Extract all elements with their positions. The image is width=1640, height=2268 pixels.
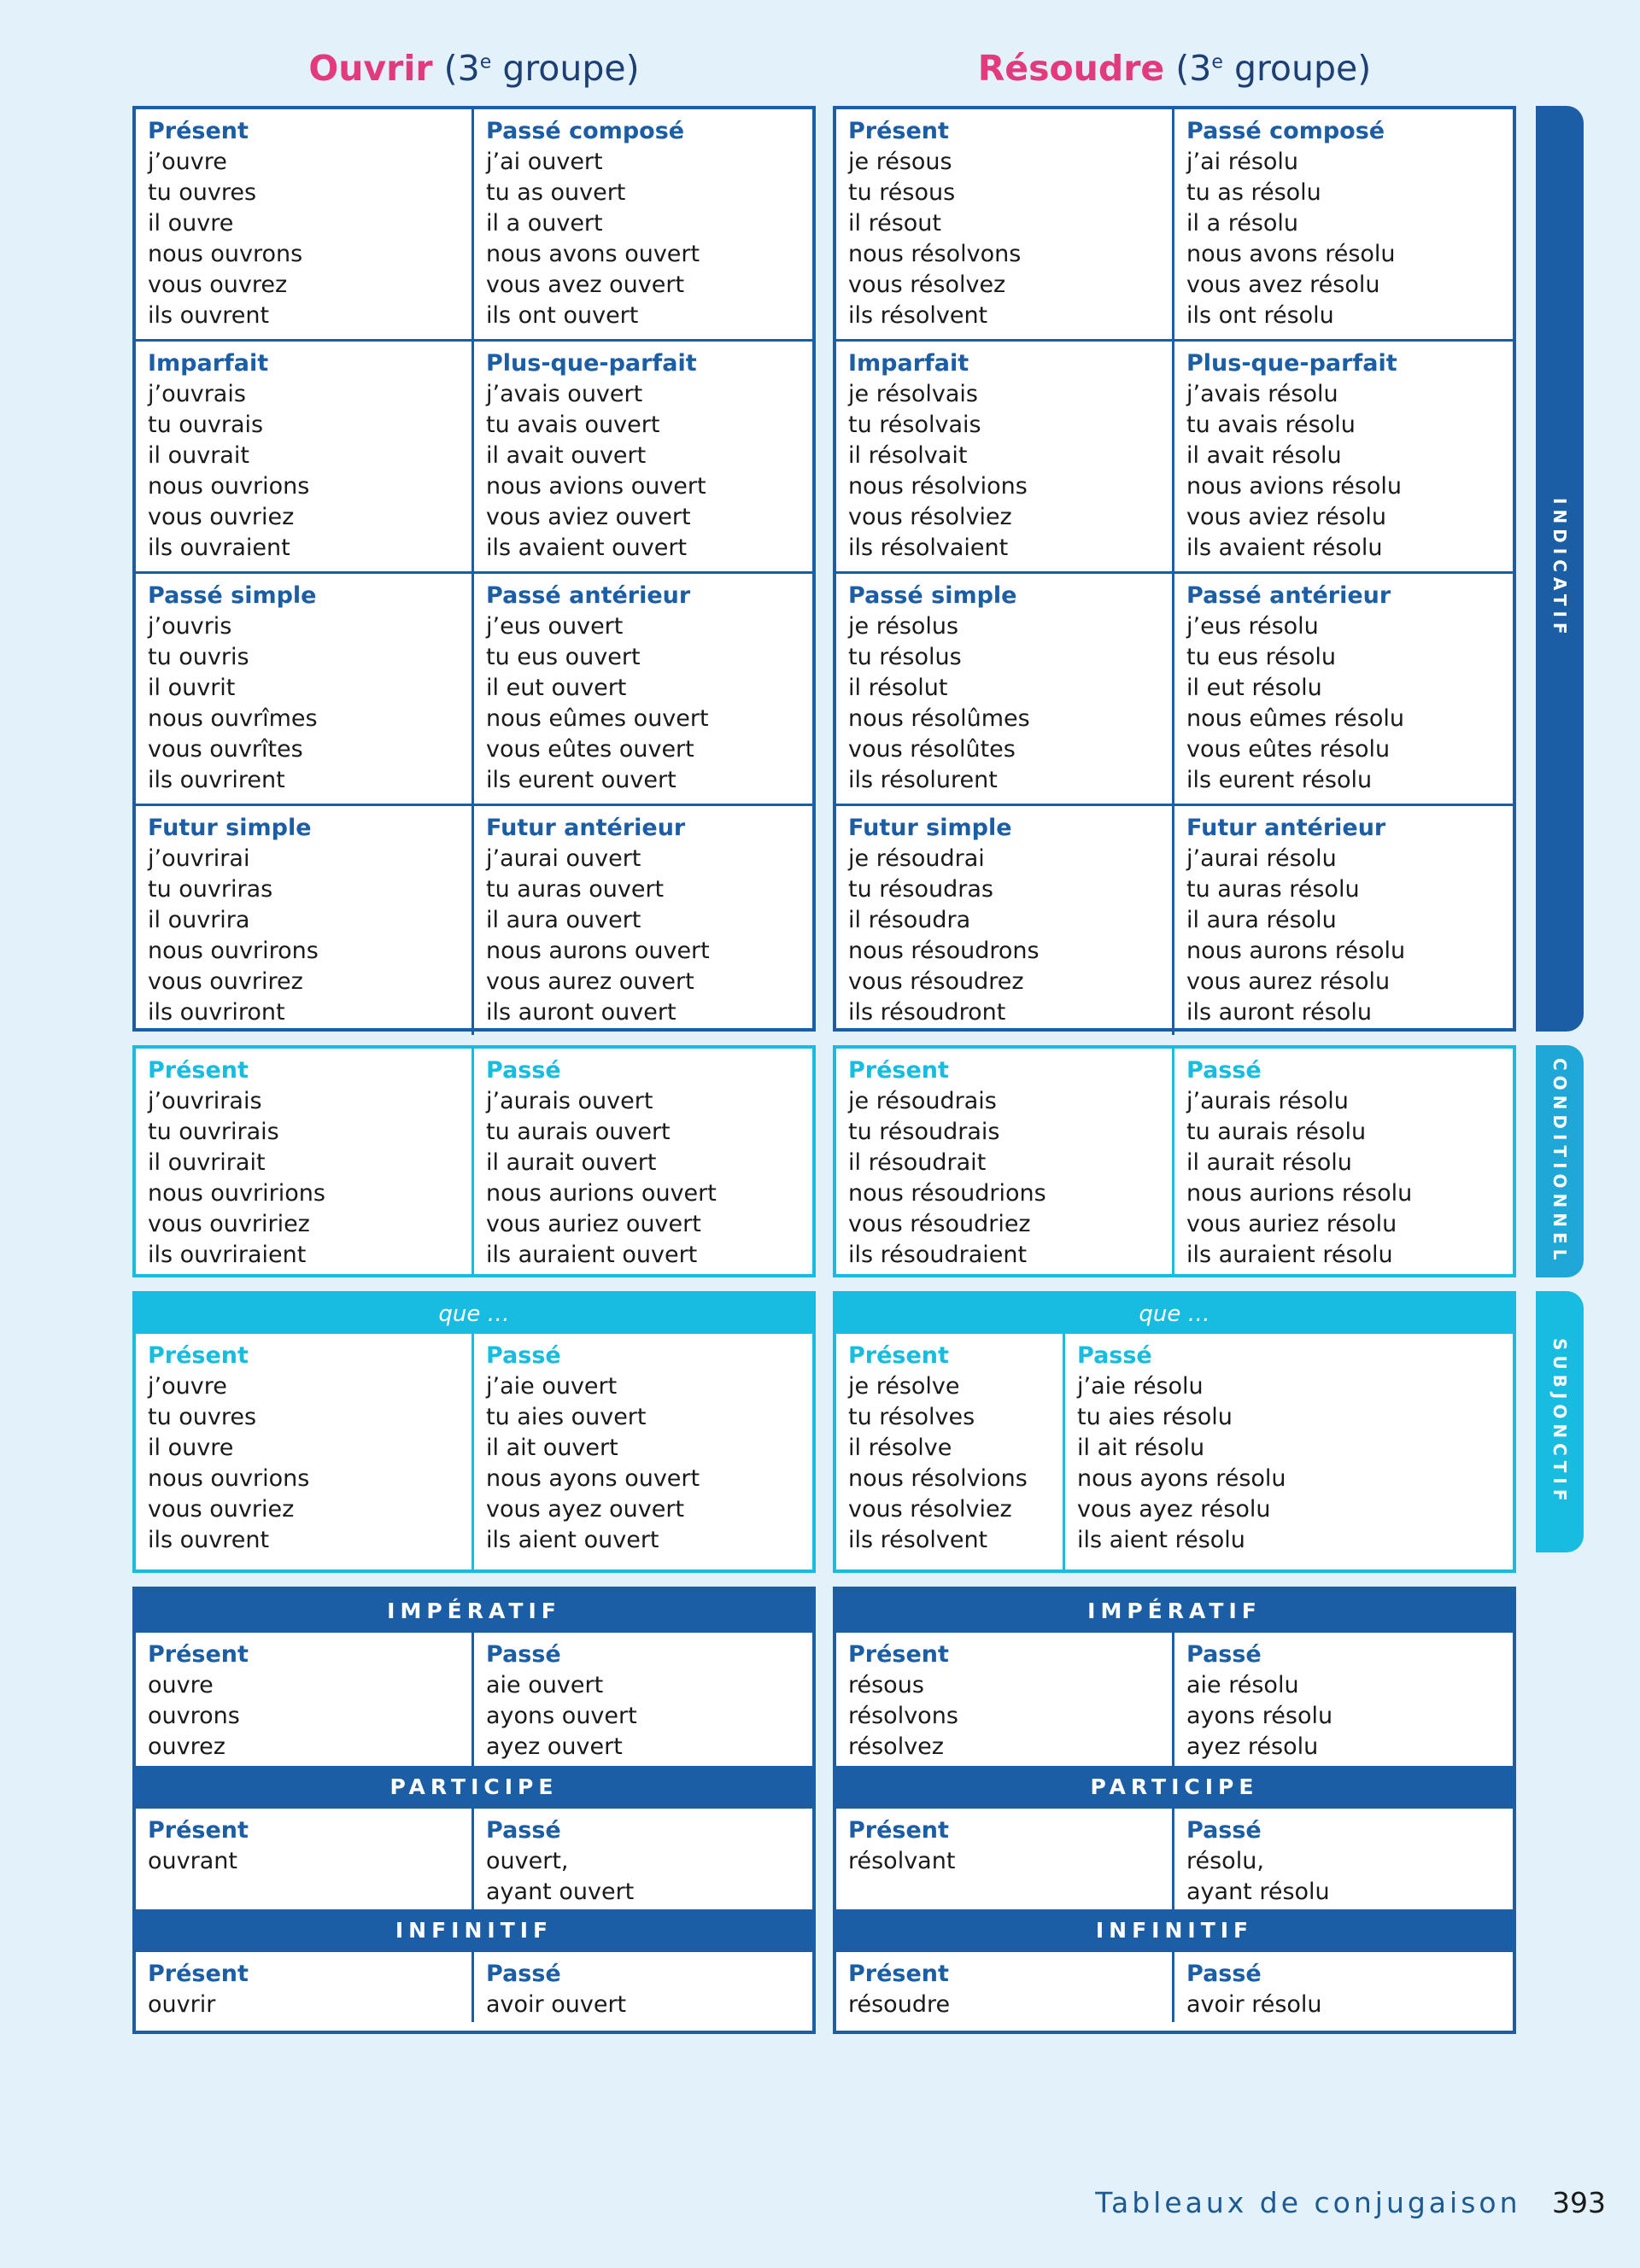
tense-cell <box>136 1334 474 1569</box>
conjugation-line: nous ouvrons <box>148 241 303 267</box>
tense-row <box>136 1049 812 1274</box>
conjugation-line: nous ouvrions <box>148 473 310 500</box>
conjugation-line: nous eûmes résolu <box>1186 705 1404 732</box>
conjugation-line: j’ouvre <box>148 1373 227 1400</box>
tab-indicatif: INDICATIF <box>1536 106 1584 1032</box>
conjugation-line: ils auraient résolu <box>1186 1242 1393 1268</box>
tense-row <box>836 109 1513 342</box>
conjugation-line: il avait résolu <box>1186 442 1342 469</box>
conjugation-line: j’aurais ouvert <box>486 1088 653 1114</box>
conjugation-line: ouvert, <box>486 1848 569 1874</box>
conjugation-line: ils résolvent <box>848 302 988 329</box>
conjugation-line: résolvant <box>848 1848 956 1874</box>
conjugation-line: nous ouvrîmes <box>148 705 318 732</box>
tense-cell <box>836 342 1174 571</box>
tense-row <box>836 1049 1513 1274</box>
conjugation-line: je résous <box>848 149 952 175</box>
tense-row <box>836 1334 1513 1569</box>
conjugation-line: ils aient résolu <box>1077 1527 1245 1553</box>
tense-cell <box>1174 1809 1513 1909</box>
tense-cell <box>136 1952 474 2022</box>
tense-cell <box>474 806 812 1035</box>
tense-cell <box>474 342 812 571</box>
tense-row <box>136 342 812 574</box>
conjugation-line: vous aviez ouvert <box>486 504 691 530</box>
conjugation-line: ils ont ouvert <box>486 302 639 329</box>
conjugation-line: ils avaient résolu <box>1186 535 1383 561</box>
conjugation-line: j’aurai ouvert <box>486 845 641 872</box>
conjugation-line: ils résoudraient <box>848 1242 1028 1268</box>
conjugation-line: tu résous <box>848 179 956 206</box>
conjugation-line: vous aviez résolu <box>1186 504 1386 530</box>
conjugation-line: tu aies ouvert <box>486 1404 647 1430</box>
conjugation-line: ils ouvraient <box>148 535 290 561</box>
tense-label: Passé <box>1186 1817 1262 1844</box>
tense-cell <box>1174 342 1513 571</box>
subjonctif-table <box>132 1291 816 1573</box>
conjugation-line: je résoudrai <box>848 845 985 872</box>
tense-label: Présent <box>148 1057 249 1084</box>
tense-label: Présent <box>848 1961 949 1987</box>
conjugation-line: il résoudra <box>848 907 971 933</box>
conjugation-line: ayant résolu <box>1186 1879 1330 1905</box>
conjugation-line: ouvrant <box>148 1848 237 1874</box>
tense-cell <box>136 574 474 804</box>
conjugation-line: il résolve <box>848 1435 952 1461</box>
conjugation-line: tu ouvres <box>148 1404 257 1430</box>
tense-label: Présent <box>848 1342 949 1369</box>
conjugation-line: je résoudrais <box>848 1088 997 1114</box>
conjugation-line: tu avais ouvert <box>486 412 660 438</box>
conjugation-line: nous résolvions <box>848 473 1028 500</box>
conjugation-line: ils auront ouvert <box>486 999 676 1026</box>
conjugation-line: ils ouvrent <box>148 302 270 329</box>
conjugation-line: ils auraient ouvert <box>486 1242 698 1268</box>
conjugation-line: tu ouvriras <box>148 876 273 903</box>
conjugation-line: vous résolvez <box>848 272 1006 298</box>
tense-label: Passé simple <box>848 582 1017 609</box>
imperatif-header: IMPÉRATIF <box>136 1590 812 1633</box>
verb-title-right <box>833 48 1516 99</box>
conjugation-line: j’aurais résolu <box>1186 1088 1349 1114</box>
conjugation-line: ayez ouvert <box>486 1733 623 1760</box>
conjugation-line: il résoudrait <box>848 1149 987 1176</box>
conjugation-line: résous <box>848 1672 924 1698</box>
conjugation-line: résoudre <box>848 1991 951 2018</box>
tense-cell <box>474 1952 812 2022</box>
conjugation-line: tu ouvres <box>148 179 257 206</box>
tense-cell <box>836 574 1174 804</box>
conjugation-line: ouvrons <box>148 1703 240 1729</box>
tense-label: Passé antérieur <box>486 582 691 609</box>
conjugation-line: j’aurai résolu <box>1186 845 1337 872</box>
conjugation-line: j’eus ouvert <box>486 613 624 640</box>
conjugation-line: nous eûmes ouvert <box>486 705 709 732</box>
page-number: 393 <box>1552 2186 1606 2219</box>
conjugation-line: nous résolvons <box>848 241 1022 267</box>
verb-group: (3e groupe) <box>443 48 640 89</box>
conjugation-line: ils résolvent <box>848 1527 988 1553</box>
conjugation-line: nous avons ouvert <box>486 241 700 267</box>
conjugation-line: ils avaient ouvert <box>486 535 688 561</box>
conjugation-line: ils ouvrirent <box>148 767 285 793</box>
tense-row <box>136 1334 812 1569</box>
conjugation-column-right <box>833 106 1516 2034</box>
conjugation-line: j’ouvrirai <box>148 845 250 872</box>
tense-label: Passé simple <box>148 582 317 609</box>
conjugation-line: je résolvais <box>848 381 978 407</box>
tense-label: Plus-que-parfait <box>1186 350 1397 377</box>
conjugation-line: nous avons résolu <box>1186 241 1396 267</box>
conjugation-line: ils aient ouvert <box>486 1527 659 1553</box>
conjugation-line: ouvrir <box>148 1991 216 2018</box>
tense-label: Passé antérieur <box>1186 582 1391 609</box>
conjugation-line: il ouvrait <box>148 442 249 469</box>
tense-label: Présent <box>148 1961 249 1987</box>
tense-cell <box>1174 1633 1513 1766</box>
tense-row <box>136 806 812 1035</box>
tense-cell <box>836 806 1174 1035</box>
conjugation-line: il ouvrit <box>148 675 236 701</box>
conjugation-line: ayant ouvert <box>486 1879 635 1905</box>
tense-cell <box>474 574 812 804</box>
tense-cell <box>836 1334 1065 1569</box>
subjonctif-header: que … <box>836 1295 1513 1334</box>
conjugation-line: vous avez ouvert <box>486 272 685 298</box>
tense-label: Passé composé <box>486 118 685 144</box>
tense-label: Présent <box>148 1641 249 1668</box>
tab-conditionnel: CONDITIONNEL <box>1536 1045 1584 1277</box>
tense-row <box>136 1809 812 1909</box>
conjugation-column-left <box>132 106 816 2034</box>
tense-row <box>836 1633 1513 1766</box>
tense-label: Passé <box>1186 1961 1262 1987</box>
tense-label: Plus-que-parfait <box>486 350 697 377</box>
tense-cell <box>136 806 474 1035</box>
conjugation-line: nous avions résolu <box>1186 473 1403 500</box>
tab-subjonctif: SUBJONCTIF <box>1536 1291 1584 1552</box>
conjugation-line: aie ouvert <box>486 1672 604 1698</box>
conjugation-line: tu aies résolu <box>1077 1404 1233 1430</box>
conjugation-line: tu résoudras <box>848 876 993 903</box>
conjugation-line: il aurait résolu <box>1186 1149 1352 1176</box>
tense-cell <box>1174 109 1513 339</box>
tense-cell <box>136 342 474 571</box>
conjugation-line: tu eus résolu <box>1186 644 1336 670</box>
conjugation-line: tu auras résolu <box>1186 876 1360 903</box>
infinitif-header: INFINITIF <box>136 1909 812 1952</box>
conjugation-line: ils résolurent <box>848 767 998 793</box>
tense-cell <box>836 1809 1174 1909</box>
conjugation-line: il a résolu <box>1186 210 1299 237</box>
conjugation-line: j’ouvris <box>148 613 232 640</box>
conjugation-line: nous résolûmes <box>848 705 1030 732</box>
conjugation-line: vous résolûtes <box>848 736 1016 763</box>
conjugation-line: il ouvre <box>148 1435 234 1461</box>
tense-row <box>836 1809 1513 1909</box>
conjugation-line: ils résoudront <box>848 999 1006 1026</box>
tense-cell <box>1174 1049 1513 1274</box>
conjugation-line: tu résolves <box>848 1404 975 1430</box>
conjugation-line: tu résolus <box>848 644 962 670</box>
tense-row <box>136 109 812 342</box>
tense-cell <box>474 1049 812 1274</box>
tense-label: Présent <box>848 1817 949 1844</box>
conjugation-line: il avait ouvert <box>486 442 647 469</box>
tense-row <box>136 574 812 806</box>
conjugation-line: nous ouvrirons <box>148 938 319 964</box>
tense-label: Présent <box>148 1342 249 1369</box>
conditionnel-table <box>833 1045 1516 1277</box>
conjugation-line: il ait résolu <box>1077 1435 1205 1461</box>
conjugation-line: nous ouvrions <box>148 1465 310 1492</box>
conjugation-line: vous ouvririez <box>148 1211 310 1237</box>
conjugation-line: avoir résolu <box>1186 1991 1322 2018</box>
conjugation-line: il ait ouvert <box>486 1435 618 1461</box>
tense-label: Futur antérieur <box>1186 815 1386 841</box>
tense-cell <box>836 109 1174 339</box>
tense-cell <box>136 1049 474 1274</box>
conjugation-line: j’ouvrirais <box>148 1088 262 1114</box>
conjugation-line: ouvre <box>148 1672 214 1698</box>
tense-label: Présent <box>848 118 949 144</box>
conjugation-line: ils ouvrent <box>148 1527 270 1553</box>
tense-label: Présent <box>848 1057 949 1084</box>
conjugation-line: ils eurent ouvert <box>486 767 676 793</box>
conjugation-line: ils ouvriront <box>148 999 285 1026</box>
subjonctif-header: que … <box>136 1295 812 1334</box>
tense-label: Futur simple <box>148 815 312 841</box>
conjugation-line: vous résoudrez <box>848 968 1024 995</box>
conjugation-line: ils résolvaient <box>848 535 1009 561</box>
conjugation-line: j’ouvre <box>148 149 227 175</box>
tense-label: Présent <box>148 1817 249 1844</box>
conjugation-line: vous ayez résolu <box>1077 1496 1271 1523</box>
conjugation-line: il aurait ouvert <box>486 1149 657 1176</box>
conjugation-line: tu ouvrais <box>148 412 264 438</box>
tense-cell <box>1174 1952 1513 2022</box>
tense-label: Passé <box>1077 1342 1152 1369</box>
conjugation-line: tu avais résolu <box>1186 412 1356 438</box>
tense-label: Passé <box>486 1057 561 1084</box>
tense-label: Futur antérieur <box>486 815 686 841</box>
tense-label: Passé <box>486 1817 561 1844</box>
conjugation-line: il ouvre <box>148 210 234 237</box>
conjugation-line: je résolve <box>848 1373 960 1400</box>
tense-label: Présent <box>148 118 249 144</box>
conjugation-line: j’aie résolu <box>1077 1373 1204 1400</box>
conjugation-line: vous ouvriez <box>148 504 295 530</box>
conjugation-line: tu auras ouvert <box>486 876 665 903</box>
conjugation-line: il ouvrirait <box>148 1149 266 1176</box>
tense-cell <box>136 1633 474 1766</box>
conjugation-line: ils ouvriraient <box>148 1242 307 1268</box>
conjugation-line: vous avez résolu <box>1186 272 1380 298</box>
conjugation-line: ils eurent résolu <box>1186 767 1373 793</box>
conjugation-line: vous résolviez <box>848 504 1012 530</box>
tense-cell <box>474 1809 812 1909</box>
conjugation-line: tu as résolu <box>1186 179 1321 206</box>
conjugation-line: aie résolu <box>1186 1672 1299 1698</box>
conjugation-line: vous ouvrez <box>148 272 288 298</box>
conjugation-line: vous auriez ouvert <box>486 1211 701 1237</box>
conjugation-line: vous résoudriez <box>848 1211 1031 1237</box>
tense-cell <box>136 1809 474 1909</box>
tense-cell <box>1174 806 1513 1035</box>
conjugation-line: ils ont résolu <box>1186 302 1334 329</box>
conditionnel-table <box>132 1045 816 1277</box>
verb-name: Résoudre <box>977 48 1165 89</box>
conjugation-line: tu as ouvert <box>486 179 626 206</box>
conjugation-line: il eut ouvert <box>486 675 627 701</box>
tense-label: Futur simple <box>848 815 1012 841</box>
participe-header: PARTICIPE <box>136 1766 812 1809</box>
conjugation-line: tu résolvais <box>848 412 981 438</box>
tense-label: Passé <box>486 1342 561 1369</box>
conjugation-line: nous aurons résolu <box>1186 938 1406 964</box>
conjugation-line: ouvrez <box>148 1733 226 1760</box>
tense-label: Imparfait <box>148 350 269 377</box>
conjugation-line: tu aurais résolu <box>1186 1119 1367 1145</box>
conjugation-line: vous ouvriez <box>148 1496 295 1523</box>
tense-cell <box>836 1049 1174 1274</box>
conjugation-line: nous résolvions <box>848 1465 1028 1492</box>
participe-header: PARTICIPE <box>836 1766 1513 1809</box>
conjugation-line: j’aie ouvert <box>486 1373 618 1400</box>
tense-row <box>836 342 1513 574</box>
imperatif-header: IMPÉRATIF <box>836 1590 1513 1633</box>
conjugation-line: j’ai ouvert <box>486 149 603 175</box>
conjugation-line: tu eus ouvert <box>486 644 641 670</box>
other-moods-table <box>132 1587 816 2034</box>
indicatif-table <box>132 106 816 1032</box>
tense-row <box>836 806 1513 1035</box>
conjugation-line: il résolvait <box>848 442 968 469</box>
conjugation-line: nous ayons résolu <box>1077 1465 1286 1492</box>
conjugation-line: vous ouvrirez <box>148 968 303 995</box>
conjugation-line: nous ayons ouvert <box>486 1465 700 1492</box>
conjugation-line: vous ouvrîtes <box>148 736 303 763</box>
tense-label: Passé <box>1186 1641 1262 1668</box>
verb-title-left <box>132 48 816 99</box>
page-footer <box>1025 2186 1606 2219</box>
tense-cell <box>474 109 812 339</box>
conjugation-line: nous résoudrions <box>848 1180 1046 1207</box>
conjugation-line: vous auriez résolu <box>1186 1211 1397 1237</box>
tense-row <box>136 1633 812 1766</box>
verb-name: Ouvrir <box>308 48 433 89</box>
tense-cell <box>474 1334 812 1569</box>
conjugation-line: tu ouvrirais <box>148 1119 279 1145</box>
conjugation-line: nous aurions résolu <box>1186 1180 1413 1207</box>
conjugation-line: avoir ouvert <box>486 1991 627 2018</box>
conjugation-line: ayez résolu <box>1186 1733 1319 1760</box>
conjugation-line: tu ouvris <box>148 644 249 670</box>
tense-cell <box>836 1952 1174 2022</box>
conjugation-line: j’avais ouvert <box>486 381 643 407</box>
infinitif-header: INFINITIF <box>836 1909 1513 1952</box>
verb-group: (3e groupe) <box>1175 48 1372 89</box>
conjugation-line: nous aurons ouvert <box>486 938 710 964</box>
conjugation-line: nous avions ouvert <box>486 473 706 500</box>
conjugation-line: il ouvrira <box>148 907 250 933</box>
footer-title: Tableaux de conjugaison <box>1095 2186 1521 2219</box>
tense-label: Imparfait <box>848 350 969 377</box>
conjugation-line: ayons résolu <box>1186 1703 1333 1729</box>
tense-cell <box>1065 1334 1513 1569</box>
conjugation-line: j’avais résolu <box>1186 381 1338 407</box>
conjugation-line: nous résoudrons <box>848 938 1040 964</box>
conjugation-line: résolu, <box>1186 1848 1264 1874</box>
conjugation-line: vous ayez ouvert <box>486 1496 685 1523</box>
conjugation-line: tu résoudrais <box>848 1119 1000 1145</box>
tense-cell <box>474 1633 812 1766</box>
other-moods-table <box>833 1587 1516 2034</box>
conjugation-line: j’ai résolu <box>1186 149 1299 175</box>
subjonctif-table <box>833 1291 1516 1573</box>
conjugation-line: j’eus résolu <box>1186 613 1319 640</box>
tense-label: Passé composé <box>1186 118 1385 144</box>
conjugation-line: résolvons <box>848 1703 958 1729</box>
conjugation-line: il résout <box>848 210 941 237</box>
tense-label: Passé <box>486 1961 561 1987</box>
tense-label: Présent <box>848 1641 949 1668</box>
conjugation-line: résolvez <box>848 1733 944 1760</box>
conjugation-line: il aura ouvert <box>486 907 641 933</box>
tense-row <box>136 1952 812 2022</box>
conjugation-line: ayons ouvert <box>486 1703 637 1729</box>
conjugation-line: nous ouvririons <box>148 1180 325 1207</box>
tense-label: Passé <box>486 1641 561 1668</box>
conjugation-line: il eut résolu <box>1186 675 1322 701</box>
conjugation-line: vous aurez résolu <box>1186 968 1391 995</box>
conjugation-line: vous eûtes résolu <box>1186 736 1391 763</box>
indicatif-table <box>833 106 1516 1032</box>
conjugation-line: vous résolviez <box>848 1496 1012 1523</box>
tense-row <box>836 574 1513 806</box>
tense-cell <box>136 109 474 339</box>
conjugation-line: il a ouvert <box>486 210 603 237</box>
conjugation-line: ils auront résolu <box>1186 999 1372 1026</box>
conjugation-line: tu aurais ouvert <box>486 1119 671 1145</box>
conjugation-line: nous aurions ouvert <box>486 1180 717 1207</box>
conjugation-line: j’ouvrais <box>148 381 246 407</box>
tense-label: Passé <box>1186 1057 1262 1084</box>
conjugation-line: vous eûtes ouvert <box>486 736 694 763</box>
conjugation-line: je résolus <box>848 613 959 640</box>
tense-cell <box>1174 574 1513 804</box>
tense-row <box>836 1952 1513 2022</box>
conjugation-line: vous aurez ouvert <box>486 968 694 995</box>
tense-cell <box>836 1633 1174 1766</box>
conjugation-line: il aura résolu <box>1186 907 1337 933</box>
conjugation-line: il résolut <box>848 675 948 701</box>
